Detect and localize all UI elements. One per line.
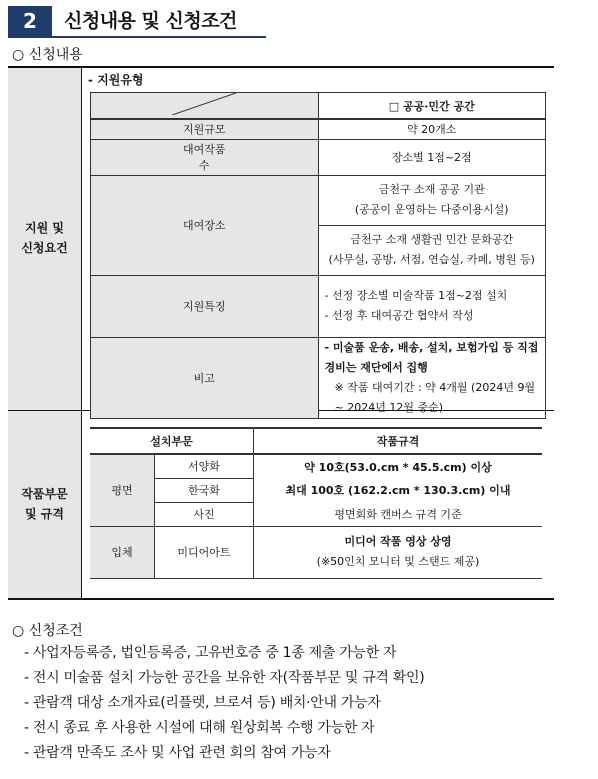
spec-table bbox=[90, 427, 542, 579]
place-line: 금천구 소재 공공 기관 bbox=[378, 183, 485, 196]
media-line: (※50인치 모니터 및 스탠드 제공) bbox=[316, 555, 480, 568]
korean-painting: 한국화 bbox=[155, 478, 254, 502]
condition-item: - 관람객 만족도 조사 및 사업 관련 회의 참여 가능자 bbox=[24, 745, 331, 761]
solid-label: 입체 bbox=[90, 526, 155, 578]
subsection-title-content: ○ 신청내용 bbox=[12, 47, 83, 63]
spec-standard: 평면회화 캔버스 규격 기준 bbox=[254, 502, 543, 526]
box-top-border bbox=[8, 66, 554, 68]
feature-line: - 선정 장소별 미술작품 1점~2점 설치 bbox=[324, 289, 508, 302]
subsection-title-conditions: ○ 신청조건 bbox=[12, 623, 83, 639]
note-value bbox=[318, 337, 546, 418]
diagonal-cell bbox=[91, 93, 319, 120]
head-spec: 작품규격 bbox=[254, 428, 543, 454]
label-line: 작품부문 bbox=[21, 487, 68, 501]
condition-item: - 전시 종료 후 사용한 시설에 대해 원상회복 수행 가능한 자 bbox=[24, 720, 375, 736]
diagonal-line bbox=[172, 93, 236, 115]
western-painting: 서양화 bbox=[155, 454, 254, 478]
scale-label: 지원규모 bbox=[91, 119, 319, 139]
place-label: 대여장소 bbox=[91, 175, 319, 275]
header-underline bbox=[8, 36, 266, 38]
place-public bbox=[318, 175, 546, 225]
note-line: - 미술품 운송, 배송, 설치, 보험가입 등 직접경비는 재단에서 집행 bbox=[324, 340, 539, 374]
media-line: 미디어 작품 영상 상영 bbox=[344, 535, 452, 548]
condition-item: - 관람객 대상 소개자료(리플렛, 브로셔 등) 배치·안내 가능자 bbox=[24, 695, 381, 711]
media-art: 미디어아트 bbox=[155, 526, 254, 578]
label-line: 대여작품 bbox=[182, 143, 226, 156]
label-line: 지원 및 bbox=[25, 221, 64, 235]
column-header-space: □ 공공·민간 공간 bbox=[318, 93, 546, 120]
support-table bbox=[90, 92, 546, 419]
note-label: 비고 bbox=[91, 337, 319, 418]
feature-label: 지원특징 bbox=[91, 275, 319, 337]
note-line: ※ 작품 대여기간 : 약 4개월 (2024년 9월 ~ 2024년 12월 중순) bbox=[334, 380, 536, 414]
photo: 사진 bbox=[155, 502, 254, 526]
section-header bbox=[8, 6, 266, 36]
spec-max: 최대 100호 (162.2.cm * 130.3.cm) 이내 bbox=[285, 484, 511, 497]
flat-label: 평면 bbox=[90, 454, 155, 526]
place-line: (사무실, 공방, 서점, 연습실, 카페, 병원 등) bbox=[328, 253, 535, 266]
count-value: 장소별 1점~2점 bbox=[318, 139, 546, 175]
support-type-heading: - 지원유형 bbox=[88, 73, 144, 87]
scale-value: 약 20개소 bbox=[318, 119, 546, 139]
feature-value bbox=[318, 275, 546, 337]
section-title: 신청내용 및 신청조건 bbox=[64, 10, 237, 32]
condition-item: - 전시 미술품 설치 가능한 공간을 보유한 자(작품부문 및 규격 확인) bbox=[24, 670, 425, 686]
box-bottom-border bbox=[8, 598, 554, 600]
feature-line: - 선정 후 대여공간 협약서 작성 bbox=[324, 309, 474, 322]
label-support-requirements bbox=[8, 218, 81, 258]
head-category: 설치부문 bbox=[90, 428, 254, 454]
label-line: 수 bbox=[198, 159, 210, 172]
place-line: 금천구 소재 생활권 민간 문화공간 bbox=[350, 233, 514, 246]
label-line: 및 규격 bbox=[25, 507, 64, 521]
media-spec bbox=[254, 526, 543, 578]
spec-min: 약 10호(53.0.cm * 45.5.cm) 이상 bbox=[254, 454, 543, 478]
label-art-category bbox=[8, 484, 81, 524]
condition-item: - 사업자등록증, 법인등록증, 고유번호증 중 1종 제출 가능한 자 bbox=[24, 645, 397, 661]
section-number: 2 bbox=[8, 6, 52, 36]
place-private bbox=[318, 225, 546, 275]
place-line: (공공이 운영하는 다중이용시설) bbox=[354, 203, 509, 216]
label-line: 신청요건 bbox=[21, 241, 68, 255]
count-label bbox=[91, 139, 319, 175]
